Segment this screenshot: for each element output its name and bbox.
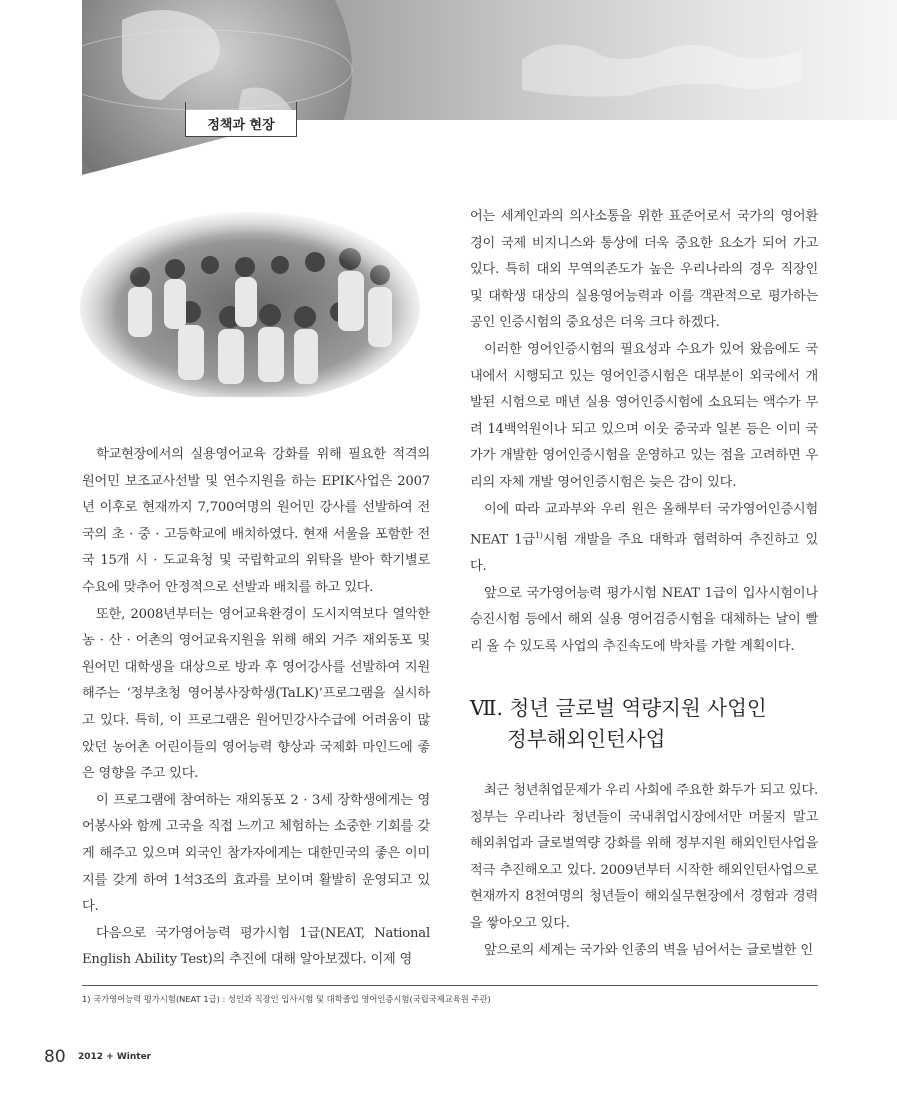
left-column bbox=[82, 442, 430, 974]
world-map-graphic bbox=[502, 20, 832, 120]
paragraph: 앞으로의 세계는 국가와 인종의 벽을 넘어서는 글로벌한 인 bbox=[484, 942, 813, 958]
page-number: 80 bbox=[44, 1047, 66, 1067]
paragraph-text: 이에 따라 교과부와 우리 원은 올해부터 국가영어인증시험 NEAT 1급 bbox=[470, 501, 818, 548]
group-photo bbox=[80, 207, 420, 397]
paragraph: 학교현장에서의 실용영어교육 강화를 위해 필요한 적격의 원어민 보조교사선발 및 연수지원을 하는 EPIK사업은 2007년 이후로 현재까지 7,700여명의 원어민 강사를 선발하여 전국의 초 · 중 · 고등학교에 배치하였다. 현재 서울을 포함한 전국 15개 시 · 도교육청 및 국립학교의 위탁을 받아 학기별로 수요에 맞추어 안정적으로 선발과 배치를 하고 있다. bbox=[82, 447, 430, 595]
section-heading bbox=[470, 693, 830, 755]
paragraph: 최근 청년취업문제가 우리 사회에 주요한 화두가 되고 있다. 정부는 우리나라 청년들이 국내취업시장에서만 머물지 말고 해외취업과 글로벌역량 강화를 위해 정부지원 해외인턴사업을 적극 추진해오고 있다. 2009년부터 시작한 해외인턴사업으로 현재까지 8천여명의 청년들이 해외실무현장에서 경험과 경력을 쌓아오고 있다. bbox=[470, 783, 818, 931]
section-heading-line2: 정부해외인턴사업 bbox=[507, 727, 666, 751]
paragraph: 다음으로 국가영어능력 평가시험 1급(NEAT, National English Ability Test)의 추진에 대해 알아보겠다. 이제 영 bbox=[82, 925, 430, 968]
paragraph: 이러한 영어인증시험의 필요성과 수요가 있어 왔음에도 국내에서 시행되고 있는 영어인증시험은 대부분이 외국에서 개발된 시험으로 매년 실용 영어인증시험에 소요되는 액수가 무려 14백억원이나 되고 있으며 이웃 중국과 일본 등은 이미 국가가 개발한 영어인증시험을 운영하고 있는 점을 고려하면 우리의 자체 개발 영어인증시험은 늦은 감이 있다. bbox=[470, 341, 818, 490]
footnote-ref: 1) bbox=[534, 531, 543, 541]
paragraph: 이 프로그램에 참여하는 재외동포 2 · 3세 장학생에게는 영어봉사와 함께 고국을 직접 느끼고 체험하는 소중한 기회를 갖게 해주고 있으며 외국인 참가자에게는 대한민국의 좋은 이미지를 갖게 하여 1석3조의 효과를 보이며 활발히 운영되고 있다. bbox=[82, 792, 430, 915]
issue-label: 2012 + Winter bbox=[78, 1052, 152, 1062]
footnote-divider bbox=[82, 985, 818, 986]
paragraph: 어는 세계인과의 의사소통을 위한 표준어로서 국가의 영어환경이 국제 비지니스와 통상에 더욱 중요한 요소가 되어 가고 있다. 특히 대외 무역의존도가 높은 우리나라의 경우 직장인 및 대학생 대상의 실용영어능력과 이를 객관적으로 평가하는 공인 인증시험의 중요성은 더욱 크다 하겠다. bbox=[470, 209, 818, 331]
right-column-bottom bbox=[470, 778, 818, 964]
section-tag: 정책과 현장 bbox=[185, 110, 297, 137]
right-column-top bbox=[470, 204, 818, 660]
section-heading-line1: Ⅶ. 청년 글로벌 역량지원 사업인 bbox=[470, 696, 767, 720]
paragraph bbox=[470, 497, 818, 581]
paragraph: 또한, 2008년부터는 영어교육환경이 도시지역보다 열악한 농 · 산 · 어촌의 영어교육지원을 위해 해외 거주 재외동포 및 원어민 대학생을 대상으로 방과 후 영어강사를 선발하여 지원해주는 ‘정부초청 영어봉사장학생(TaLK)’프로그램을 실시하고 있다. 특히, 이 프로그램은 원어민강사수급에 어려움이 많았던 농어촌 어린이들의 영어능력 향상과 국제화 마인드에 좋은 영향을 주고 있다. bbox=[82, 606, 430, 782]
paragraph: 앞으로 국가영어능력 평가시험 NEAT 1급이 입사시험이나 승진시험 등에서 해외 실용 영어검증시험을 대체하는 날이 빨리 올 수 있도록 사업의 추진속도에 박차를 가할 계획이다. bbox=[470, 585, 818, 654]
footnote: 1) 국가영어능력 평가시험(NEAT 1급) : 성인과 직장인 입사시험 및 대학졸업 영어인증시험(국립국제교육원 주관) bbox=[82, 994, 491, 1004]
paragraph-text: 시험 개발을 주요 대학과 협력하여 추진하고 있다. bbox=[470, 532, 818, 575]
